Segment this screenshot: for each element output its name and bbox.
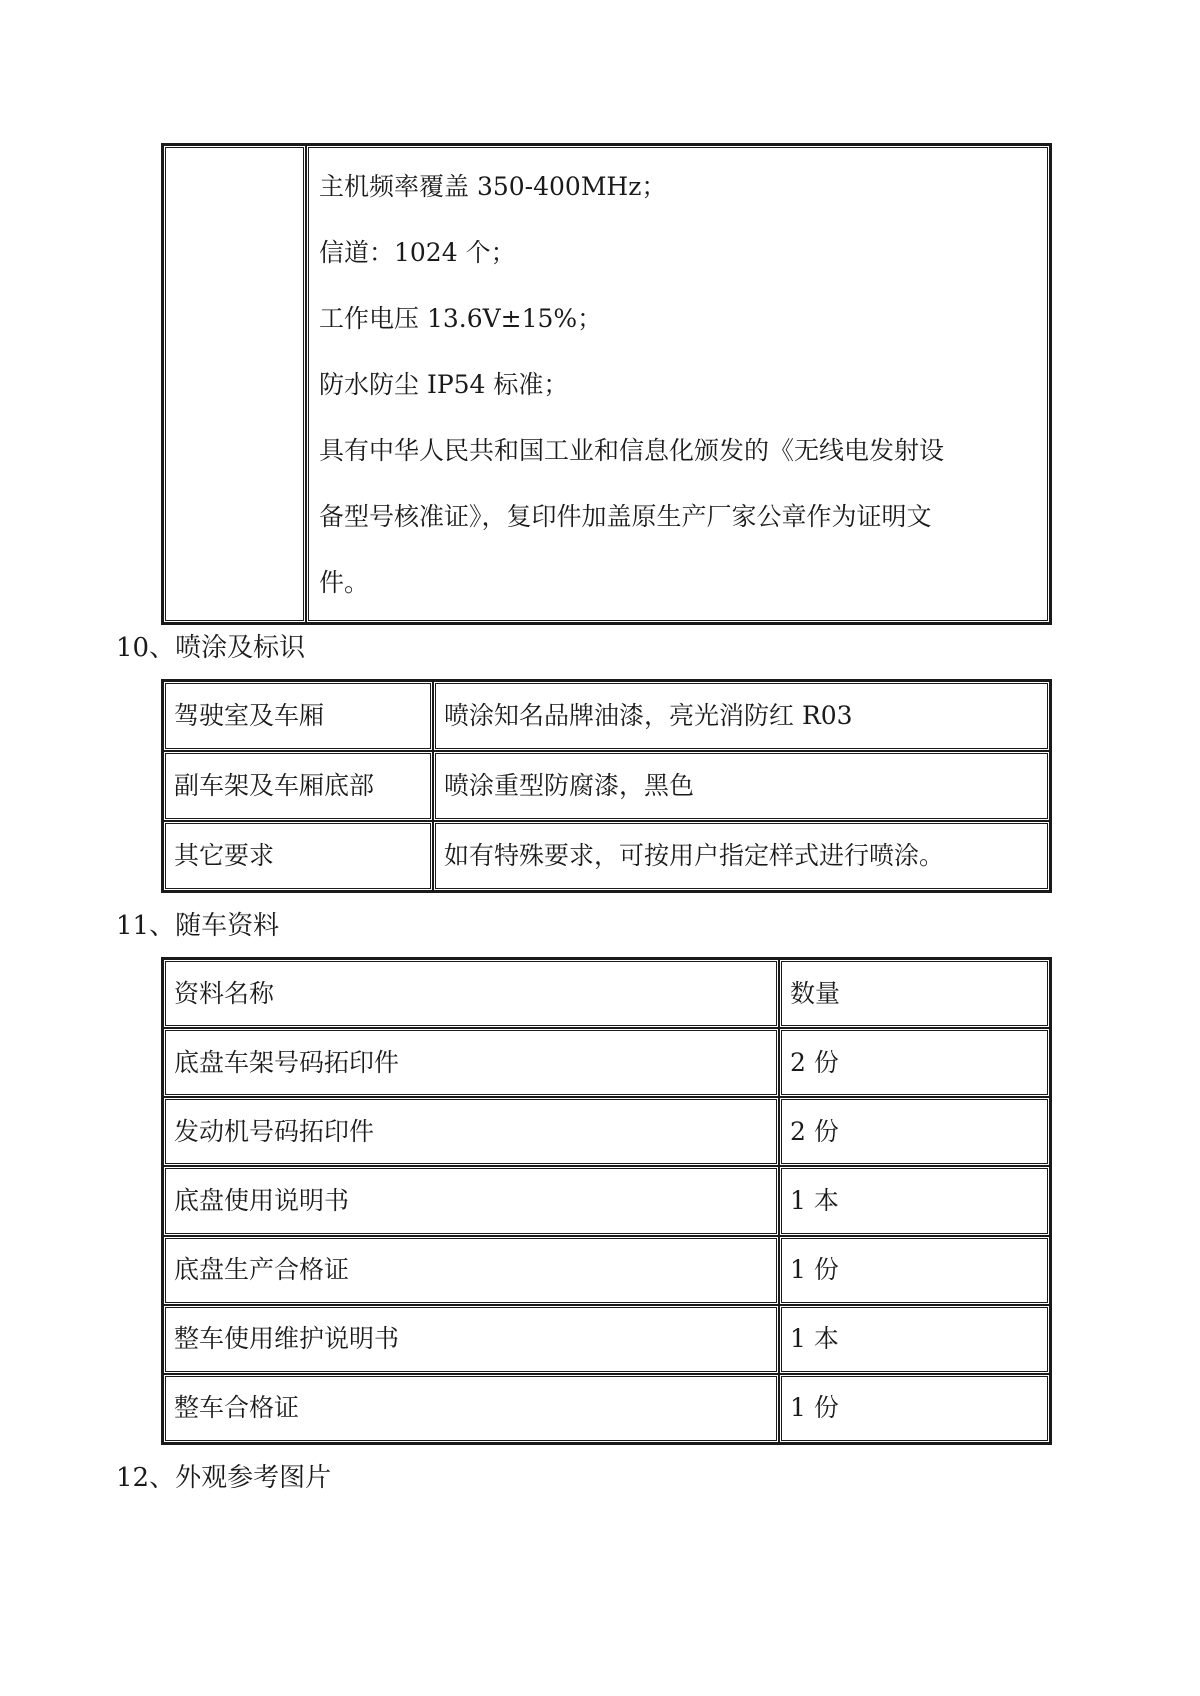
spec-line-certificate-2: 备型号核准证》，复印件加盖原生产厂家公章作为证明文: [319, 502, 932, 531]
section-heading-painting: 10、喷涂及标识: [116, 633, 306, 663]
table-row: [163, 821, 1050, 891]
document-name-cell: 整车合格证: [163, 1374, 779, 1443]
painting-item-cell: 驾驶室及车厢: [163, 681, 433, 751]
document-name-cell: 整车使用维护说明书: [163, 1305, 779, 1374]
painting-value-cell: 喷涂重型防腐漆，黑色: [433, 751, 1050, 821]
table-row: [163, 1097, 1050, 1166]
spec-line-ip-rating: 防水防尘 IP54 标准；: [319, 370, 569, 399]
spec-detail-cell: [306, 145, 1050, 623]
document-name-cell: 发动机号码拓印件: [163, 1097, 779, 1166]
document-qty-cell: 1 本: [779, 1166, 1050, 1235]
painting-item-cell: 其它要求: [163, 821, 433, 891]
table-row: [163, 1028, 1050, 1097]
document-name-cell: 底盘使用说明书: [163, 1166, 779, 1235]
spec-line-frequency: 主机频率覆盖 350-400MHz；: [319, 172, 667, 201]
spec-item-cell: [163, 145, 306, 623]
documents-table: [161, 957, 1052, 1445]
table-row: [163, 145, 1050, 623]
table-row: [163, 1166, 1050, 1235]
document-qty-cell: 1 份: [779, 1374, 1050, 1443]
painting-table: [161, 679, 1052, 893]
painting-value-cell: 如有特殊要求，可按用户指定样式进行喷涂。: [433, 821, 1050, 891]
table-row: [163, 681, 1050, 751]
column-header-name: 资料名称: [163, 959, 779, 1028]
spec-continuation-table: [161, 143, 1052, 625]
table-row: [163, 1374, 1050, 1443]
table-header-row: [163, 959, 1050, 1028]
table-row: [163, 1305, 1050, 1374]
painting-item-cell: 副车架及车厢底部: [163, 751, 433, 821]
document-name-cell: 底盘生产合格证: [163, 1236, 779, 1305]
table-row: [163, 751, 1050, 821]
column-header-quantity: 数量: [779, 959, 1050, 1028]
document-qty-cell: 1 本: [779, 1305, 1050, 1374]
spec-line-certificate-3: 件。: [319, 568, 370, 597]
section-heading-appearance: 12、外观参考图片: [116, 1463, 332, 1493]
painting-value-cell: 喷涂知名品牌油漆，亮光消防红 R03: [433, 681, 1050, 751]
document-qty-cell: 2 份: [779, 1028, 1050, 1097]
spec-line-voltage: 工作电压 13.6V±15%；: [319, 304, 603, 333]
document-qty-cell: 2 份: [779, 1097, 1050, 1166]
section-heading-documents: 11、随车资料: [116, 911, 280, 941]
table-row: [163, 1236, 1050, 1305]
spec-line-certificate-1: 具有中华人民共和国工业和信息化颁发的《无线电发射设: [319, 436, 945, 465]
spec-line-channels: 信道：1024 个；: [319, 238, 516, 267]
document-qty-cell: 1 份: [779, 1236, 1050, 1305]
document-name-cell: 底盘车架号码拓印件: [163, 1028, 779, 1097]
